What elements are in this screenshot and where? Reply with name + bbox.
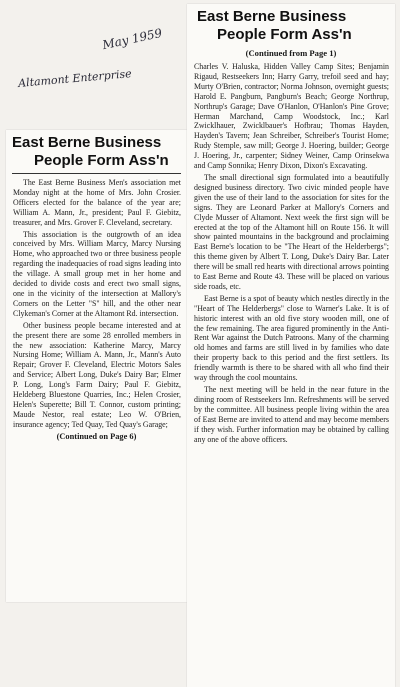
right-headline (187, 4, 395, 44)
continued-from-note: (Continued from Page 1) (245, 48, 337, 58)
handwritten-date: May 1959 (101, 25, 164, 53)
right-paragraph-1: Charles V. Haluska, Hidden Valley Camp Sites; Benjamin Rigaud, Restseekers Inn; Harry Garry, trefoil seed and hay; Murty O'Brien, contractor; Norma Johnson, overnight guests; Harold E. Pangburn, Pangburn's Beach; George Northrup, Northrup's Garage; Dave O'Hanlon, O'Hanlon's Pine Grove; Herman Marchand, Camp Woodstock, Inc.; Karl Zwicklhauer, Zwicklbauer's Hofbrau; Thomas Hayden, Hayden's Tavern; Jean Schreiber, Schreiber's Tourist Home; Rudy Stemple, saw mill; George J. Hoering, builder; George J. Hoering, Jr., carpenter; Sidney Weiner, Camp Orinsekwa and Camp Sonnika; Henry Dixon, Dixon's Excavating. (194, 62, 389, 171)
left-headline (6, 130, 187, 170)
continued-on-note: (Continued on Page 6) (56, 431, 137, 441)
headline-rule (12, 173, 181, 174)
left-clipping (6, 130, 187, 602)
right-paragraph-2: The small directional sign formulated into a beautifully designed business directory. Two civic minded people have given the use of their land to the association for sites for the signs. They are Leonard Parker at Mallory's Corners and Clyde Musser of Altamont. Next week the first sign will be erected at the top of the Altamont hill on Route 156. It will show painted mountains in the background and proclaiming East Berne's location to be "The Heart of the Helderbergs"; this theme given by Albert T. Long, Duke's Dairy Bar. Later there will be small red hearts with directional arrows pointing to East Berne and Route 43. These will be placed on various side roads, etc. (194, 172, 389, 291)
left-paragraph-3: Other business people became interested and at the present there are some 28 enrolled members in the new association: Katherine Marcy, Marcy Nursing Home; William A. Mann, Jr., Mann's Auto Repair; Grover F. Cleveland, Electric Motors Sales and Service; Albert Long, Duke's Dairy Bar; Elmer P. Long, Long's Farm Dairy; Paul F. Giebitz, Heldeberg Bluestone Quarries, Inc.; Helen Crosier, Helen's Superette; Bill T. Connor, custom printing; Maude Nestor, real estate; Leo W. O'Brien, insurance agency; Ted Quay, Ted Quay's Garage; (13, 320, 181, 429)
right-paragraph-4: The next meeting will be held in the near future in the dining room of Restseekers Inn. Refreshments will be served by the committee. All business people living within the area of East Berne are invited to attend and may become members if they wish. Further information may be obtained by calling any one of the above officers. (194, 385, 389, 444)
right-article-body (187, 62, 395, 444)
left-paragraph-1: The East Berne Business Men's association met Monday night at the home of Mrs. John Crosier. Officers elected for the balance of the year are; William A. Mann, Jr., president; Paul F. Giebitz, treasurer, and Mrs. Grover F. Cleveland, secretary. (13, 178, 181, 227)
left-article-body (6, 178, 187, 430)
right-headline-line1: East Berne Business (197, 8, 347, 25)
right-clipping (187, 4, 395, 687)
left-headline-line1: East Berne Business (12, 134, 162, 151)
right-headline-line2: People Form Ass'n (217, 26, 352, 43)
left-headline-line2: People Form Ass'n (34, 152, 169, 169)
left-paragraph-2: This association is the outgrowth of an idea conceived by Mrs. William Marcy, Marcy Nursing Home, who approached two or three business people regarding the inadequacies of road signs leading into the village. A small group met in her home and decided to divide costs and erect two small signs, one in the vicinity of the intersection at Mallory's Corners on the Letter "S" hill, and the other near Clykeman's Corner at the Altamont Rd. intersection. (13, 229, 181, 318)
right-paragraph-3: East Berne is a spot of beauty which nestles directly in the "Heart of The Helderbergs" close to Warner's Lake. It is of historic interest with an old five story wooden mill, one of the few remaining. The area figured prominently in the Anti-Rent War against the Dutch Patroons. Many of the charming old homes and farms are still lived in by families who date their property back to this period and the first settlers. Its friendly warmth is there to be shared with all who find their way through the cool mountains. (194, 293, 389, 383)
handwritten-source-note: Altamont Enterprise (17, 67, 133, 90)
